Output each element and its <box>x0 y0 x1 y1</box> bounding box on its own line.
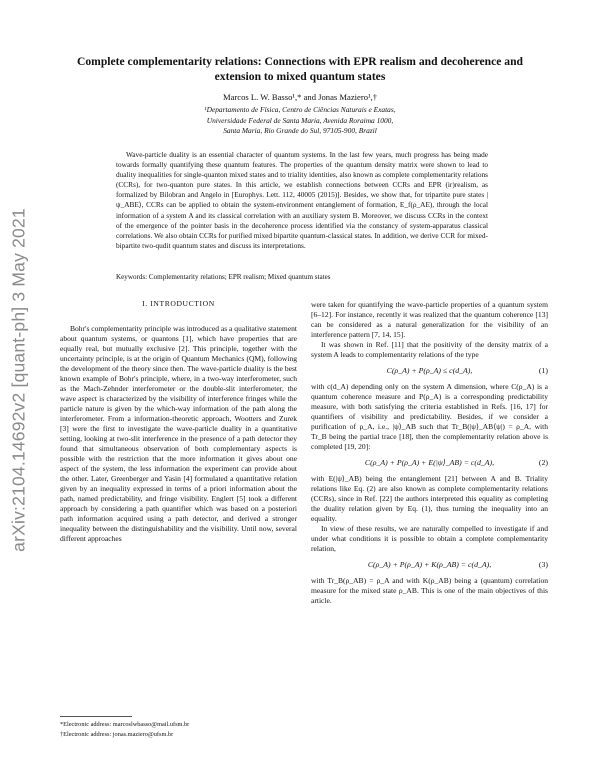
affiliation-line: Santa Maria, Rio Grande do Sul, 97105-900, Brazil <box>223 126 377 135</box>
left-column <box>60 324 297 544</box>
paragraph: with c(d_A) depending only on the system A dimension, where C(ρ_A) is a quantum coherence measure and P(ρ_A) is a corresponding predictability measure, with both satisfying the criteria established in Refs. [16, 17] for quantifiers of visibility and predictability. Besides, if we consider a purification of ρ_A, i.e., |ψ⟩_AB such that Tr_B(|ψ⟩_AB⟨ψ|) = ρ_A, with Tr_B being the partial trace [18], then the complementarity relation above is completed [19, 20]: <box>311 382 548 452</box>
author-list: Marcos L. W. Basso¹,* and Jonas Maziero¹,† <box>222 92 378 102</box>
affiliation <box>60 105 540 137</box>
paragraph: Bohr's complementarity principle was introduced as a qualitative statement about quantum systems, or quantons [1], which have properties that are equally real, but mutually exclusive [2]. This principle, together with the uncertainty principle, is at the origin of Quantum Mechanics (QM), following the development of the theory since then. The wave-particle duality is the best known example of Bohr's principle, where, in a two-way interferometer, such as the Mach-Zehnder interferometer or the double-slit interferometer, the wave aspect is characterized by the visibility of interference fringes while the particle nature is given by the which-way information of the path along the interferometer. From a information-theoretic approach, Wootters and Zurek [3] were the first to investigate the wave-particle duality in a quantitative setting, looking at two-slit interference in the presence of a path detector they found that simultaneous observation of both complementary aspects is possible with the restriction that the more information it gives about one aspect of the system, the less information the experiment can provide about the other. Later, Greenberger and Yasin [4] formulated a quantitative relation given by an inequality expressed in terms of a priori information about the path, named predictability, and fringe visibility. Englert [5] took a different approach by considering a path quantifier which was based on a posteriori path information acquired using a path detector, and derived a stronger inequality between the distinguishability and the visibility. Until now, several different approaches <box>60 324 297 544</box>
equation-2 <box>311 458 548 468</box>
equation-number: (2) <box>538 458 548 468</box>
affiliation-line: ¹Departamento de Física, Centro de Ciências Naturais e Exatas, <box>204 105 396 114</box>
equation-number: (3) <box>538 560 548 570</box>
footnote: *Electronic address: marcoslwbasso@mail.ufsm.br <box>60 721 190 728</box>
paragraph: with E(|ψ⟩_AB) being the entanglement [21] between A and B. Triality relations like Eq. (2) are also known as complete complementarity relations (CCRs), since in Ref. [22] the authors interpreted this equality as completing the duality relation given by Eq. (1), thus turning the inequality into an equality. <box>311 474 548 524</box>
paragraph: It was shown in Ref. [11] that the positivity of the density matrix of a system A leads to complementarity relations of the type <box>311 340 548 360</box>
keywords: Keywords: Complementarity relations; EPR realism; Mixed quantum states <box>116 273 331 281</box>
paragraph: were taken for quantifying the wave-particle properties of a quantum system [6–12]. For instance, recently it was realized that the quantum coherence [13] can be considered as a natural generalization for the visibility of an interference pattern [7, 14, 15]. <box>311 300 548 340</box>
footnote: †Electronic address: jonas.maziero@ufsm.br <box>60 730 174 738</box>
arxiv-identifier: arXiv:2104.14692v2 [quant-ph] 3 May 2021 <box>8 208 29 552</box>
equation-1 <box>311 366 548 376</box>
equation-number: (1) <box>538 366 548 376</box>
equation-body: C(ρ_A) + P(ρ_A) + K(ρ_AB) = c(d_A), <box>367 560 492 570</box>
right-column <box>311 300 548 606</box>
footnotes <box>60 720 300 739</box>
equation-3 <box>311 560 548 570</box>
footnote-rule <box>60 716 132 717</box>
paragraph: In view of these results, we are naturally compelled to investigate if and under what conditions it is possible to obtain a complete complementarity relation, <box>311 524 548 554</box>
arxiv-stamp <box>4 150 34 610</box>
affiliation-line: Universidade Federal de Santa Maria, Avenida Roraima 1000, <box>206 115 394 125</box>
paragraph: with Tr_B(ρ_AB) = ρ_A and with K(ρ_AB) being a (quantum) correlation measure for the mixed state ρ_AB. This is one of the main objectives of this article. <box>311 576 548 606</box>
equation-body: C(ρ_A) + P(ρ_A) + E(|ψ⟩_AB) = c(d_A), <box>364 458 495 468</box>
abstract: Wave-particle duality is an essential character of quantum systems. In the last few years, much progress has being made towards formally quantifying these quantum features. The properties of the quantum density matrix were shown to lead to duality inequalities for single-quanton mixed states and to triality identities, also known as complete complementarity relations (CCRs), for two-quanton pure states. In this article, we establish connections between CCRs and EPR (ir)realism, as formalized by Bilobran and Angelo in [Europhys. Lett. 112, 40005 (2015)]. Besides, we show that, for tripartite pure states |ψ_ABE⟩, CCRs can be applied to obtain the system-environment entanglement of formation, E_f(ρ_AE), through the local information of a system A and its classical correlation with an auxiliary system B. Moreover, we discuss CCRs in the context of the emergence of the pointer basis in the decoherence process identified via the constancy of system-apparatus classical correlations. We also obtain CCRs for purified mixed bipartite quantum-classical states. In addition, we derive CCR for mixed-bipartite two-qudit quantum states and discuss its interpretations. <box>116 150 488 250</box>
section-heading: I. INTRODUCTION <box>142 299 215 308</box>
paper-title: Complete complementarity relations: Connections with EPR realism and decoherence and extension to mixed quantum states <box>77 55 523 83</box>
equation-body: C(ρ_A) + P(ρ_A) ≤ c(d_A), <box>386 366 473 376</box>
